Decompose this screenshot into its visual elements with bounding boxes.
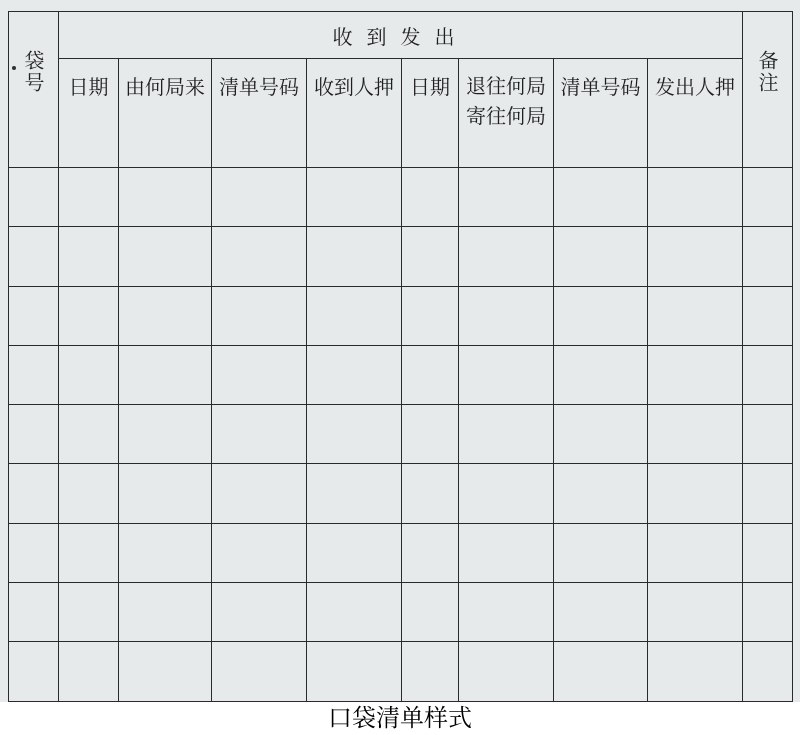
header-remarks xyxy=(743,12,793,168)
table-cell xyxy=(743,345,793,404)
form-caption: 口袋清单样式 xyxy=(328,704,472,732)
header-destination-office xyxy=(459,59,554,168)
table-cell xyxy=(402,642,459,701)
table-cell xyxy=(459,345,554,404)
table-cell xyxy=(212,464,307,523)
table-cell xyxy=(119,523,212,582)
table-cell xyxy=(554,168,648,227)
table-cell xyxy=(119,227,212,286)
header-receiver-signature: 收到人押 xyxy=(307,59,402,168)
table-cell xyxy=(59,168,119,227)
table-cell xyxy=(59,523,119,582)
header-remarks-label: 备注 xyxy=(755,50,779,94)
table-cell xyxy=(554,345,648,404)
table-cell xyxy=(743,464,793,523)
table-cell xyxy=(648,642,743,701)
table-row xyxy=(9,464,793,523)
table-cell xyxy=(59,227,119,286)
header-return-to-office: 退往何局 xyxy=(466,74,546,98)
table-cell xyxy=(648,168,743,227)
table-cell xyxy=(307,286,402,345)
table-cell xyxy=(59,583,119,642)
bag-manifest-table xyxy=(8,11,793,702)
table-cell xyxy=(402,464,459,523)
table-cell xyxy=(554,227,648,286)
header-bag-number xyxy=(9,12,59,168)
table-cell xyxy=(648,405,743,464)
table-row xyxy=(9,642,793,701)
table-cell xyxy=(59,464,119,523)
table-cell xyxy=(648,523,743,582)
table-cell xyxy=(648,345,743,404)
table-cell xyxy=(743,227,793,286)
table-cell xyxy=(307,227,402,286)
table-cell xyxy=(402,168,459,227)
table-cell xyxy=(9,168,59,227)
table-cell xyxy=(648,286,743,345)
table-cell xyxy=(212,583,307,642)
table-cell xyxy=(743,642,793,701)
header-received-list-number: 清单号码 xyxy=(212,59,307,168)
table-cell xyxy=(119,583,212,642)
form-body xyxy=(9,168,793,702)
table-cell xyxy=(402,523,459,582)
table-cell xyxy=(743,583,793,642)
table-cell xyxy=(9,583,59,642)
table-cell xyxy=(119,345,212,404)
table-cell xyxy=(59,642,119,701)
table-row xyxy=(9,583,793,642)
table-cell xyxy=(9,405,59,464)
table-cell xyxy=(59,286,119,345)
table-cell xyxy=(9,642,59,701)
table-cell xyxy=(402,345,459,404)
header-bag-number-label: 袋号 xyxy=(21,50,45,94)
table-cell xyxy=(119,405,212,464)
table-cell xyxy=(459,286,554,345)
table-cell xyxy=(119,286,212,345)
table-cell xyxy=(648,227,743,286)
table-row xyxy=(9,168,793,227)
table-cell xyxy=(402,583,459,642)
table-cell xyxy=(212,523,307,582)
table-cell xyxy=(212,405,307,464)
table-cell xyxy=(9,464,59,523)
table-cell xyxy=(554,642,648,701)
table-cell xyxy=(119,168,212,227)
table-cell xyxy=(212,168,307,227)
table-row xyxy=(9,405,793,464)
table-cell xyxy=(119,464,212,523)
table-cell xyxy=(402,405,459,464)
table-cell xyxy=(743,523,793,582)
table-cell xyxy=(307,168,402,227)
table-cell xyxy=(307,345,402,404)
table-cell xyxy=(212,286,307,345)
table-cell xyxy=(459,405,554,464)
table-cell xyxy=(119,642,212,701)
table-cell xyxy=(743,168,793,227)
table-cell xyxy=(743,286,793,345)
table-cell xyxy=(743,405,793,464)
table-cell xyxy=(307,464,402,523)
header-received-date: 日期 xyxy=(59,59,119,168)
table-cell xyxy=(307,405,402,464)
table-cell xyxy=(459,583,554,642)
table-cell xyxy=(59,405,119,464)
table-cell xyxy=(459,227,554,286)
table-row xyxy=(9,345,793,404)
header-sent-date: 日期 xyxy=(402,59,459,168)
table-cell xyxy=(212,642,307,701)
table-cell xyxy=(459,168,554,227)
table-cell xyxy=(554,523,648,582)
table-row xyxy=(9,227,793,286)
table-cell xyxy=(402,227,459,286)
header-sender-signature: 发出人押 xyxy=(648,59,743,168)
table-cell xyxy=(648,583,743,642)
header-from-office: 由何局来 xyxy=(119,59,212,168)
table-cell xyxy=(9,227,59,286)
table-cell xyxy=(459,464,554,523)
header-sent-list-number: 清单号码 xyxy=(554,59,648,168)
table-row xyxy=(9,523,793,582)
header-received-sent: 收到发出 xyxy=(59,12,743,59)
table-row xyxy=(9,286,793,345)
table-cell xyxy=(554,583,648,642)
table-cell xyxy=(307,583,402,642)
header-send-to-office: 寄往何局 xyxy=(466,104,546,128)
table-cell xyxy=(459,523,554,582)
table-cell xyxy=(212,345,307,404)
table-cell xyxy=(212,227,307,286)
table-cell xyxy=(554,286,648,345)
table-cell xyxy=(554,405,648,464)
table-cell xyxy=(402,286,459,345)
table-cell xyxy=(307,523,402,582)
table-cell xyxy=(459,642,554,701)
table-cell xyxy=(648,464,743,523)
table-cell xyxy=(9,523,59,582)
table-cell xyxy=(59,345,119,404)
table-cell xyxy=(9,286,59,345)
table-cell xyxy=(9,345,59,404)
table-cell xyxy=(307,642,402,701)
table-cell xyxy=(554,464,648,523)
